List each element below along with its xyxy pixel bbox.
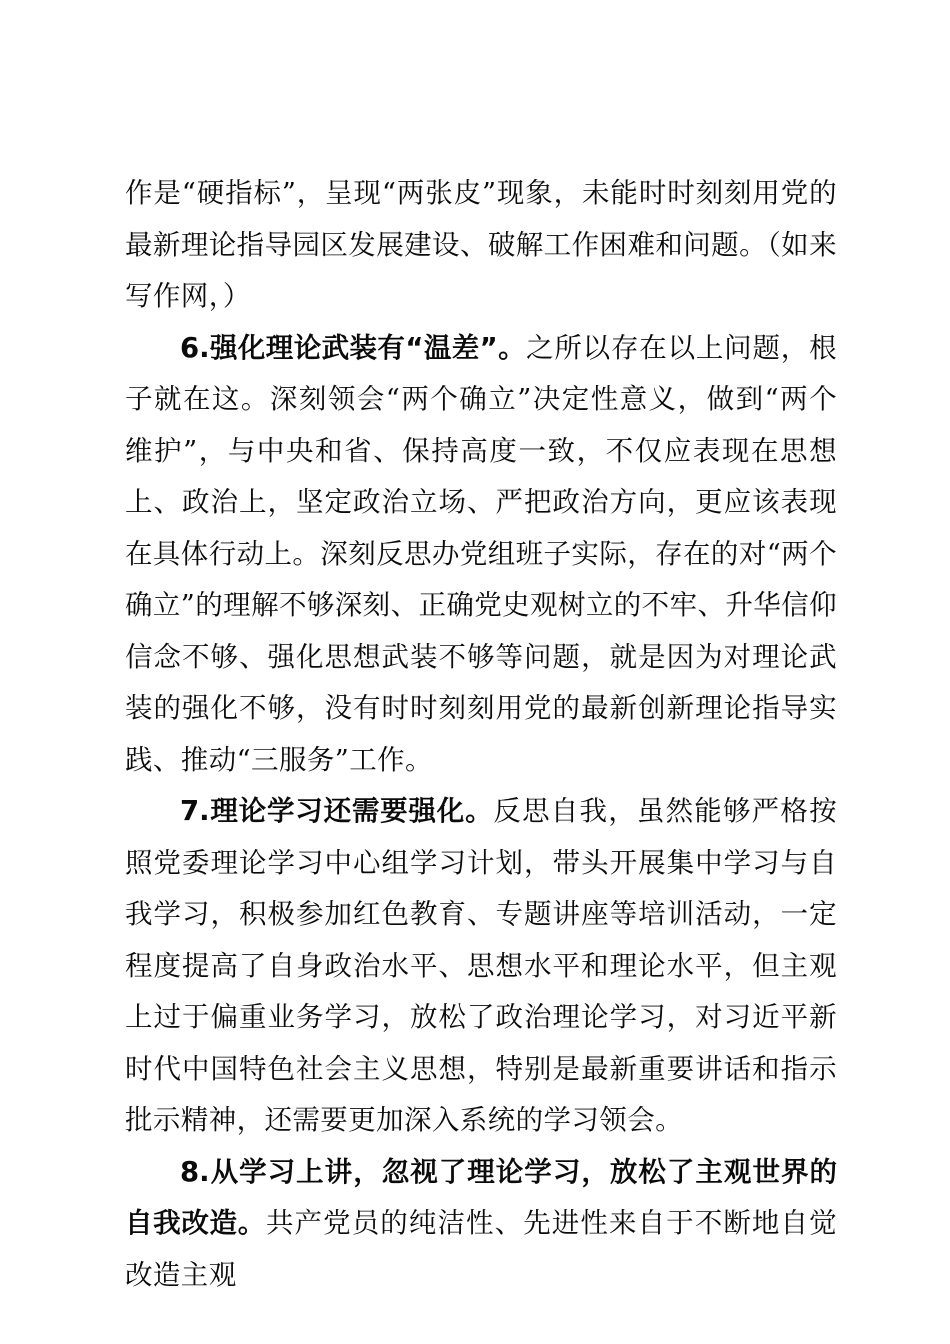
paragraph-body-text: 共产党员的纯洁性、先进性来自于不断地自觉改造主观 [125,1207,837,1291]
paragraph-item-8 [125,1147,837,1302]
paragraph-lead-heading: 8.从学习上讲，忽视了理论学习，放松了主观世界的自我改造。 [125,1155,837,1239]
paragraph-body-text: 作是“硬指标”，呈现“两张皮”现象，未能时时刻刻用党的最新理论指导园区发展建设、破解工作困难和问题。（如来写作网，） [125,177,837,312]
paragraph-body-text: 之所以存在以上问题，根子就在这。深刻领会“两个确立”决定性意义，做到“两个维护”，与中央和省、保持高度一致，不仅应表现在思想上、政治上，坚定政治立场、严把政治方向，更应该表现在具体行动上。深刻反思办党组班子实际，存在的对“两个确立”的理解不够深刻、正确党史观树立的不牢、升华信仰信念不够、强化思想武装不够等问题，就是因为对理论武装的强化不够，没有时时刻刻用党的最新创新理论指导实践、推动“三服务”工作。 [125,331,837,776]
document-text-column [125,168,837,1301]
paragraph-lead-heading: 6.强化理论武装有“温差”。 [180,331,527,364]
paragraph-continuation [125,168,837,323]
paragraph-lead-heading: 7.理论学习还需要强化。 [180,795,494,827]
paragraph-body-text: 反思自我，虽然能够严格按照党委理论学习中心组学习计划，带头开展集中学习与自我学习，积极参加红色教育、专题讲座等培训活动，一定程度提高了自身政治水平、思想水平和理论水平，但主观上过于偏重业务学习，放松了政治理论学习，对习近平新时代中国特色社会主义思想，特别是最新重要讲话和指示批示精神，还需要更加深入系统的学习领会。 [125,795,837,1136]
paragraph-item-6 [125,323,837,787]
paragraph-item-7 [125,786,837,1147]
